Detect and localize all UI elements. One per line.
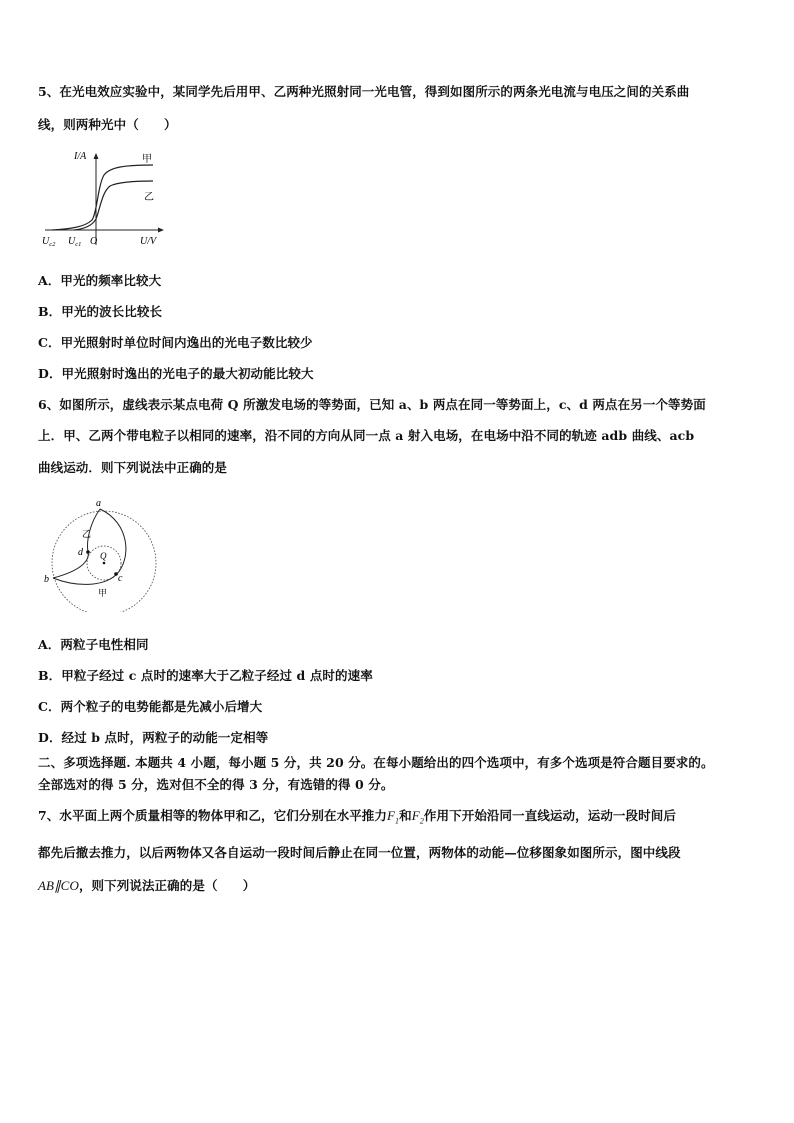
- label-yi: 乙: [82, 529, 92, 539]
- tick-uc2-label: $U_{c2}$: [42, 236, 56, 248]
- q7-stem-line3: AB∥CO，则下列说法正确的是（ ）: [38, 878, 256, 893]
- label-b: b: [44, 574, 49, 585]
- label-d: d: [78, 547, 83, 558]
- y-axis-label: I/A: [74, 151, 87, 162]
- label-a: a: [96, 498, 101, 509]
- q5-option-d: D．甲光照射时逸出的光电子的最大初动能比较大: [38, 366, 314, 381]
- q6-equipotential-figure: [42, 497, 160, 612]
- label-q: Q: [100, 551, 107, 561]
- f2-symbol: $F_2$: [411, 808, 424, 826]
- curve-jia-label: 甲: [142, 154, 152, 165]
- section2-instructions-line2: 全部选对的得 5 分，选对但不全的得 3 分，有选错的得 0 分。: [38, 777, 394, 792]
- curve-yi: [74, 181, 153, 230]
- q5-stem-line1: 5、在光电效应实验中，某同学先后用甲、乙两种光照射同一光电管，得到如图所示的两条光电流与电压之间的关系曲: [38, 84, 690, 99]
- q5-option-c: C．甲光照射时单位时间内逸出的光电子数比较少: [38, 335, 313, 350]
- point-q: [103, 562, 106, 565]
- label-c: c: [118, 573, 123, 584]
- q7-stem-line1: 7、水平面上两个质量相等的物体甲和乙，它们分别在水平推力$F_1$和$F_2$作用下开始沿同一直线运动，运动一段时间后: [38, 808, 676, 826]
- trajectory-adb: [53, 509, 100, 578]
- curve-yi-label: 乙: [144, 192, 154, 203]
- x-axis-label: U/V: [140, 236, 157, 247]
- q7-stem-line2: 都先后撤去推力，以后两物体又各自运动一段时间后静止在同一位置，两物体的动能—位移图象如图所示，图中线段: [38, 845, 681, 860]
- q6-option-b: B．甲粒子经过 c 点时的速率大于乙粒子经过 d 点时的速率: [38, 668, 373, 683]
- point-d: [86, 550, 90, 554]
- label-jia: 甲: [98, 588, 108, 598]
- q6-option-a: A．两粒子电性相同: [38, 637, 149, 652]
- origin-label: O: [90, 236, 98, 247]
- q6-option-d: D．经过 b 点时，两粒子的动能一定相等: [38, 730, 269, 745]
- q6-stem-line1: 6、如图所示，虚线表示某点电荷 Q 所激发电场的等势面，已知 a、b 两点在同一等势面上，c、d 两点在另一个等势面: [38, 397, 706, 412]
- f1-symbol: $F_1$: [387, 808, 400, 826]
- q5-option-b: B．甲光的波长比较长: [38, 304, 163, 319]
- q5-option-a: A．甲光的频率比较大: [38, 273, 162, 288]
- q6-stem-line3: 曲线运动．则下列说法中正确的是: [38, 460, 228, 475]
- q6-option-c: C．两个粒子的电势能都是先减小后增大: [38, 699, 263, 714]
- q5-iv-curve-figure: [40, 145, 170, 250]
- ab-parallel-co: AB∥CO: [38, 878, 79, 893]
- tick-uc1-label: $U_{c1}$: [68, 236, 82, 248]
- section2-instructions-line1: 二、多项选择题. 本题共 4 小题，每小题 5 分，共 20 分。在每小题给出的四个选项中，有多个选项是符合题目要求的。: [38, 755, 714, 770]
- q5-stem-line2: 线，则两种光中（ ）: [38, 117, 177, 132]
- q6-stem-line2: 上．甲、乙两个带电粒子以相同的速率，沿不同的方向从同一点 a 射入电场，在电场中沿不同的轨迹 adb 曲线、acb: [38, 428, 695, 443]
